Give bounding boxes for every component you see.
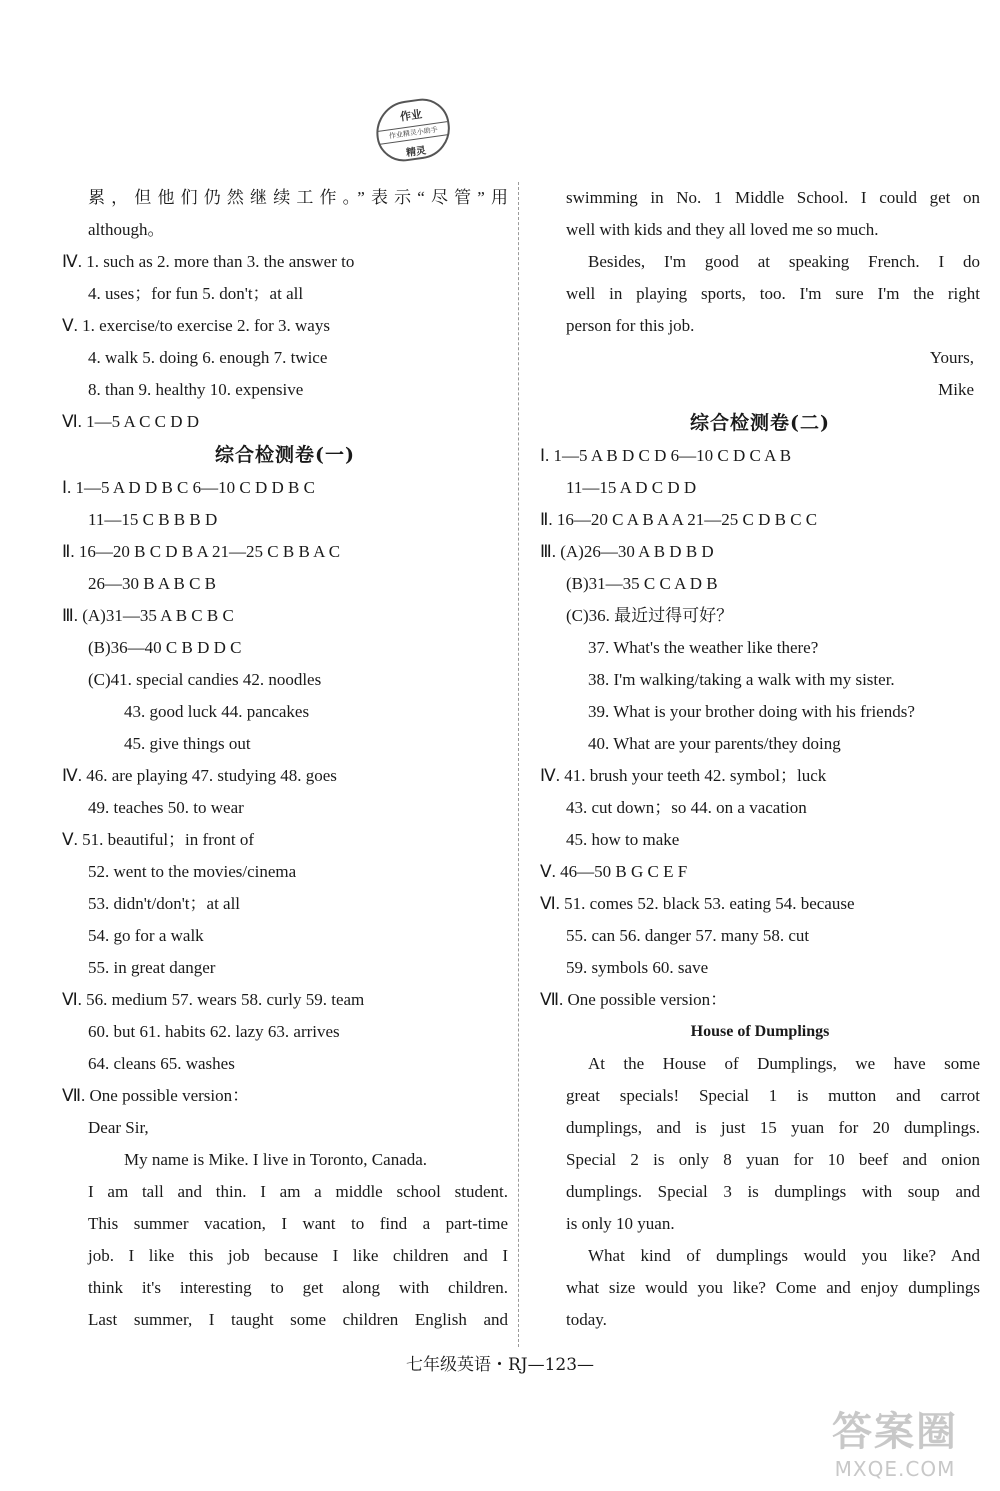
answer-line: Ⅵ. 51. comes 52. black 53. eating 54. because	[540, 894, 855, 913]
answer-line: 11—15 A D C D D	[566, 478, 697, 497]
answer-line: 52. went to the movies/cinema	[88, 862, 297, 881]
section-heading: 综合检测卷(一)	[215, 444, 355, 466]
answer-line: 45. give things out	[124, 734, 251, 753]
answer-line: job. I like this job because I like children and I	[88, 1246, 508, 1265]
watermark-line-2: MXQE.COM	[834, 1457, 956, 1481]
answer-line: 53. didn't/don't；at all	[88, 894, 241, 913]
answer-line: 54. go for a walk	[88, 926, 204, 945]
answer-line: Ⅳ. 1. such as 2. more than 3. the answer to	[62, 252, 355, 271]
answer-line: 累，但他们仍然继续工作。”表示“尽管”用	[88, 188, 508, 207]
answer-line: 40. What are your parents/they doing	[588, 734, 841, 753]
answer-line: Ⅴ. 46—50 B G C E F	[540, 862, 688, 881]
answer-line: 49. teaches 50. to wear	[88, 798, 244, 817]
answer-line: think it's interesting to get along with children.	[88, 1278, 508, 1297]
answer-line: Ⅲ. (A)26—30 A B D B D	[540, 542, 714, 561]
answer-line: 4. uses；for fun 5. don't；at all	[88, 284, 304, 303]
watermark-logo	[800, 1400, 990, 1480]
answer-line: What kind of dumplings would you like? And	[588, 1246, 980, 1265]
answer-line: person for this job.	[566, 316, 695, 335]
answer-line: My name is Mike. I live in Toronto, Canada.	[124, 1150, 428, 1169]
answer-line: 55. in great danger	[88, 958, 216, 977]
answer-line: 60. but 61. habits 62. lazy 63. arrives	[88, 1022, 340, 1041]
answer-line: 39. What is your brother doing with his friends?	[588, 702, 915, 721]
answer-line: Dear Sir,	[88, 1118, 149, 1137]
answer-line: 11—15 C B B B D	[88, 510, 218, 529]
answer-line: I am tall and thin. I am a middle school student.	[88, 1182, 508, 1201]
answer-line: 4. walk 5. doing 6. enough 7. twice	[88, 348, 328, 367]
stamp-line-1: 作业	[399, 107, 423, 124]
answer-line: At the House of Dumplings, we have some	[588, 1054, 980, 1073]
answer-line: Besides, I'm good at speaking French. I do	[588, 252, 980, 271]
answer-line: 45. how to make	[566, 830, 680, 849]
section-heading: 综合检测卷(二)	[690, 412, 830, 434]
answer-line: 55. can 56. danger 57. many 58. cut	[566, 926, 810, 945]
stamp-line-2: 作业精灵小助手	[378, 121, 449, 145]
answer-line: Ⅴ. 1. exercise/to exercise 2. for 3. ways	[62, 316, 330, 335]
stamp-line-3: 精灵	[405, 145, 427, 160]
essay-title: House of Dumplings	[690, 1023, 830, 1040]
answer-line: (B)31—35 C C A D B	[566, 574, 718, 593]
answer-line: Ⅱ. 16—20 B C D B A 21—25 C B B A C	[62, 542, 341, 561]
answer-line: 43. cut down；so 44. on a vacation	[566, 798, 807, 817]
answer-line: 64. cleans 65. washes	[88, 1054, 235, 1073]
answer-line: great specials! Special 1 is mutton and carrot	[566, 1086, 980, 1105]
answer-line: Ⅶ. One possible version：	[540, 990, 728, 1009]
answer-line: 26—30 B A B C B	[88, 574, 217, 593]
answer-line: Ⅳ. 41. brush your teeth 42. symbol；luck	[540, 766, 827, 785]
answer-line: This summer vacation, I want to find a part-time	[88, 1214, 508, 1233]
answer-line: swimming in No. 1 Middle School. I could get on	[566, 188, 980, 207]
answer-line: dumplings, and is just 15 yuan for 20 dumplings.	[566, 1118, 980, 1137]
answer-line: Ⅵ. 56. medium 57. wears 58. curly 59. team	[62, 990, 365, 1009]
answer-line: 43. good luck 44. pancakes	[124, 702, 310, 721]
right-column	[540, 182, 980, 1336]
answer-line: today.	[566, 1310, 607, 1329]
answer-line: is only 10 yuan.	[566, 1214, 675, 1233]
answer-line: dumplings. Special 3 is dumplings with soup and	[566, 1182, 980, 1201]
answer-line: (C)36. 最近过得可好？	[566, 606, 734, 625]
answer-line: well with kids and they all loved me so much.	[566, 220, 879, 239]
answer-line: although。	[88, 220, 165, 239]
answer-line: Ⅰ. 1—5 A B D C D 6—10 C D C A B	[540, 446, 792, 465]
answer-line: Ⅱ. 16—20 C A B A A 21—25 C D B C C	[540, 510, 818, 529]
answer-line: Ⅶ. One possible version：	[62, 1086, 250, 1105]
answer-line: Mike	[938, 380, 974, 399]
answer-line: Ⅲ. (A)31—35 A B C B C	[62, 606, 234, 625]
answer-line: 8. than 9. healthy 10. expensive	[88, 380, 304, 399]
answer-line: 59. symbols 60. save	[566, 958, 709, 977]
answer-line: Ⅴ. 51. beautiful；in front of	[62, 830, 254, 849]
answer-line: (C)41. special candies 42. noodles	[88, 670, 322, 689]
left-column	[62, 182, 508, 1336]
answer-line: Ⅳ. 46. are playing 47. studying 48. goes	[62, 766, 337, 785]
answer-line: Last summer, I taught some children English and	[88, 1310, 508, 1329]
answer-line: well in playing sports, too. I'm sure I'm the right	[566, 284, 980, 303]
column-divider	[518, 182, 519, 1347]
answer-line: what size would you like? Come and enjoy dumplings	[566, 1278, 980, 1297]
answer-line: Ⅵ. 1—5 A C C D D	[62, 412, 200, 431]
answer-line: (B)36—40 C B D D C	[88, 638, 242, 657]
stamp-logo	[372, 95, 454, 165]
watermark-line-1: 答案圈	[832, 1409, 958, 1455]
answer-line: 37. What's the weather like there?	[588, 638, 819, 657]
answer-line: 38. I'm walking/taking a walk with my sister.	[588, 670, 895, 689]
page-footer: 七年级英语・RJ—123—	[405, 1355, 595, 1375]
answer-line: Yours,	[929, 348, 974, 367]
answer-line: Ⅰ. 1—5 A D D B C 6—10 C D D B C	[62, 478, 315, 497]
answer-line: Special 2 is only 8 yuan for 10 beef and onion	[566, 1150, 980, 1169]
